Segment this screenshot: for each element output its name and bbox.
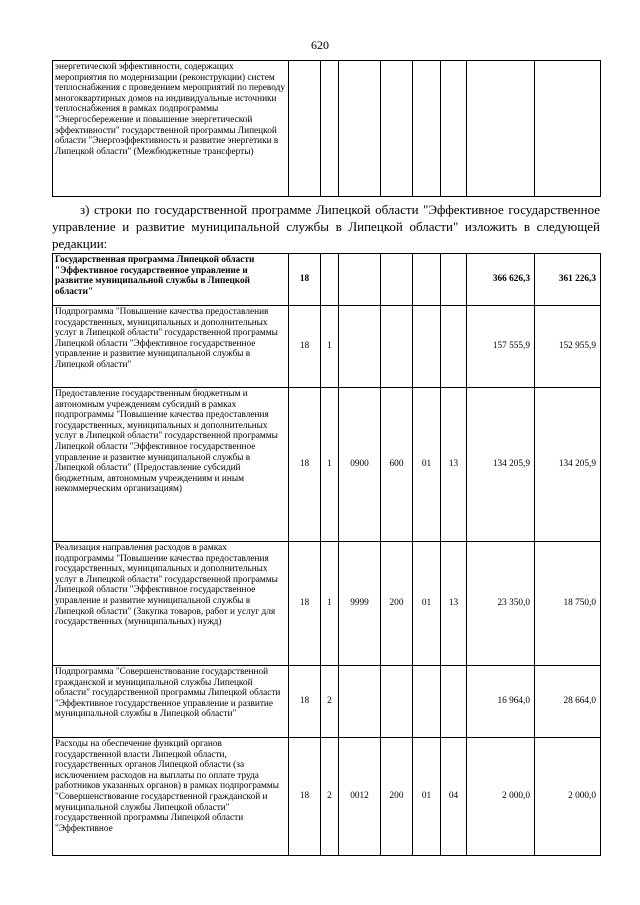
- amount-year-2: 134 205,9: [535, 388, 601, 542]
- amount-year-2: 2 000,0: [535, 738, 601, 856]
- row-description: Предоставление государственным бюджетным и автономным учреждениям субсидий в рамках подпрограммы "Повышение качества предоставления государственных, муниципальных и дополнительных услуг в Липецкой области" государственной программы Липецкой области "Эффективное государственное управление и развитие муниципальной службы в Липецкой области" (Предоставление субсидий бюджетным, автономным учреждениям и иным некоммерческим организациям): [53, 388, 289, 542]
- code-section: 01: [413, 542, 441, 666]
- code-gr: 18: [289, 306, 321, 388]
- code-subsection: [441, 254, 467, 306]
- table-row: [53, 542, 601, 666]
- row-description: Подпрограмма "Совершенствование государственной гражданской и муниципальной службы Липецкой области" государственной программы Липецкой области "Эффективное государственное управление и развитие муниципальной службы в Липецкой области": [53, 666, 289, 738]
- instruction-paragraph: з) строки по государственной программе Липецкой области "Эффективное государственное управление и развитие муниципальной службы в Липецкой области" изложить в следующей редакции:: [52, 202, 600, 251]
- code-target: [339, 306, 381, 388]
- code-kind: 600: [381, 388, 413, 542]
- row-description: Государственная программа Липецкой области "Эффективное государственное управление и развитие муниципальной службы в Липецкой области": [53, 254, 289, 306]
- code-sub: 2: [321, 738, 339, 856]
- amount-year-1: 134 205,9: [467, 388, 535, 542]
- code-sub: 1: [321, 388, 339, 542]
- code-target: [339, 254, 381, 306]
- code-subsection: 04: [441, 738, 467, 856]
- code-section: 01: [413, 738, 441, 856]
- code-section: [413, 666, 441, 738]
- amount-year-1: 366 626,3: [467, 254, 535, 306]
- code-gr: 18: [289, 738, 321, 856]
- code-subsection: 13: [441, 542, 467, 666]
- code-kind: [381, 666, 413, 738]
- code-subsection: [441, 306, 467, 388]
- code-gr: 18: [289, 542, 321, 666]
- code-target: 0900: [339, 388, 381, 542]
- amount-year-1: 16 964,0: [467, 666, 535, 738]
- row-description: Реализация направления расходов в рамках подпрограммы "Повышение качества предоставления государственных, муниципальных и дополнительных услуг в Липецкой области" государственной программы Липецкой области "Эффективное государственное управление и развитие муниципальной службы в Липецкой области" (Закупка товаров, работ и услуг для государственных (муниципальных) нужд): [53, 542, 289, 666]
- code-kind: [381, 306, 413, 388]
- code-target: 9999: [339, 542, 381, 666]
- row-description: энергетической эффективности, содержащих мероприятия по модернизации (реконструкции) систем теплоснабжения с проведением мероприятий по переводу многоквартирных домов на индивидуальные источники теплоснабжения в рамках подпрограммы "Энергосбережение и повышение энергетической эффективности" государственной программы Липецкой области "Энергоэффективность и развитие энергетики в Липецкой области" (Межбюджетные трансферты): [53, 61, 289, 197]
- table-row: [53, 738, 601, 856]
- row-description: Подпрограмма "Повышение качества предоставления государственных, муниципальных и дополнительных услуг в Липецкой области" государственной программы Липецкой области "Эффективное государственное управление и развитие муниципальной службы в Липецкой области": [53, 306, 289, 388]
- code-target: [339, 666, 381, 738]
- code-kind: [381, 254, 413, 306]
- code-gr: 18: [289, 254, 321, 306]
- code-subsection: 13: [441, 388, 467, 542]
- amount-year-2: 152 955,9: [535, 306, 601, 388]
- amount-year-1: 23 350,0: [467, 542, 535, 666]
- code-gr: 18: [289, 666, 321, 738]
- budget-table: [52, 253, 601, 856]
- table-row: [53, 666, 601, 738]
- amount-year-1: 2 000,0: [467, 738, 535, 856]
- code-sub: 2: [321, 666, 339, 738]
- amount-year-2: 361 226,3: [535, 254, 601, 306]
- code-target: 0012: [339, 738, 381, 856]
- amount-year-2: 18 750,0: [535, 542, 601, 666]
- code-gr: 18: [289, 388, 321, 542]
- code-kind: 200: [381, 738, 413, 856]
- code-section: [413, 254, 441, 306]
- table-row: [53, 388, 601, 542]
- page-number: 620: [311, 38, 329, 52]
- amount-year-2: 28 664,0: [535, 666, 601, 738]
- code-sub: [321, 254, 339, 306]
- code-section: 01: [413, 388, 441, 542]
- code-sub: 1: [321, 306, 339, 388]
- code-subsection: [441, 666, 467, 738]
- table-row: [53, 254, 601, 306]
- row-description: Расходы на обеспечение функций органов государственной власти Липецкой области, государственных органов Липецкой области (за исключением расходов на выплаты по оплате труда работников указанных органов) в рамках подпрограммы "Совершенствование государственной гражданской и муниципальной службы Липецкой области" государственной программы Липецкой области "Эффективное: [53, 738, 289, 856]
- continuation-table: [52, 60, 601, 197]
- code-section: [413, 306, 441, 388]
- amount-year-1: 157 555,9: [467, 306, 535, 388]
- code-kind: 200: [381, 542, 413, 666]
- table-row: [53, 306, 601, 388]
- table-row: [53, 61, 601, 197]
- code-sub: 1: [321, 542, 339, 666]
